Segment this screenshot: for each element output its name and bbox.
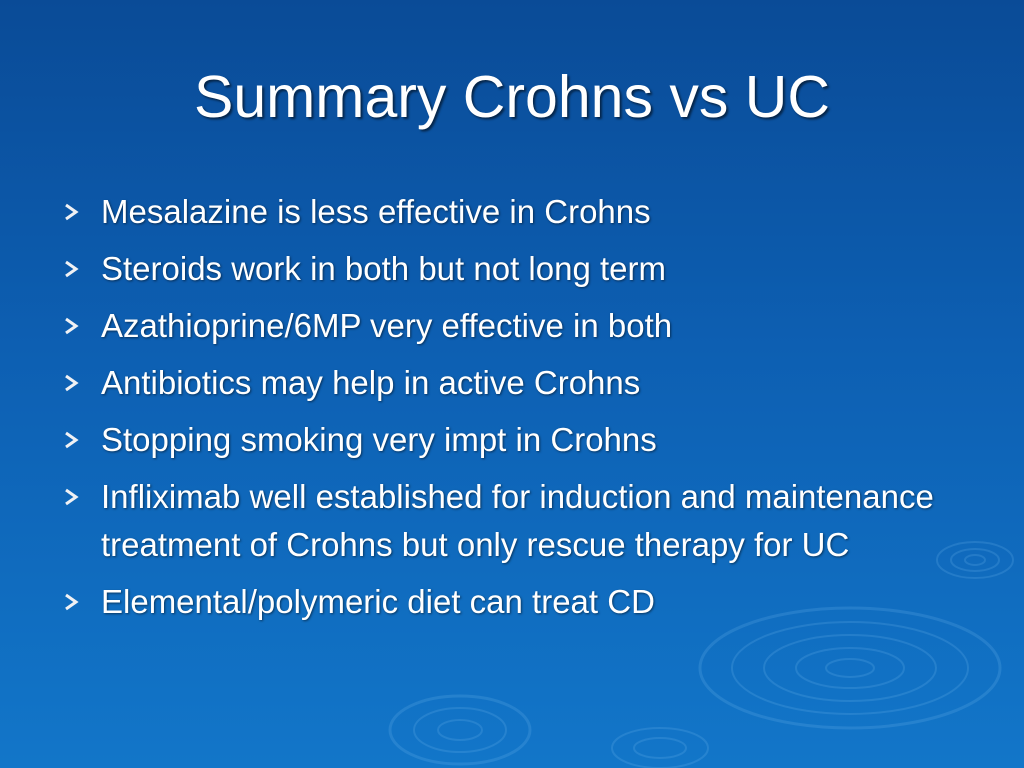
bullet-text: Elemental/polymeric diet can treat CD (101, 583, 655, 620)
bullet-text: Steroids work in both but not long term (101, 250, 666, 287)
list-item (62, 473, 942, 569)
list-item (62, 245, 942, 293)
slide-title: Summary Crohns vs UC (193, 64, 830, 130)
list-item (62, 359, 942, 407)
arrow-bullet-icon (62, 202, 82, 222)
arrow-bullet-icon (62, 430, 82, 450)
arrow-bullet-icon (62, 592, 82, 612)
arrow-bullet-icon (62, 316, 82, 336)
list-item (62, 578, 942, 626)
bullet-text: Azathioprine/6MP very effective in both (101, 307, 673, 344)
arrow-bullet-icon (62, 487, 82, 507)
list-item (62, 188, 942, 236)
bullet-list (62, 188, 942, 635)
list-item (62, 302, 942, 350)
arrow-bullet-icon (62, 259, 82, 279)
bullet-text: Infliximab well established for induction and maintenance treatment of Crohns but only rescue therapy for UC (101, 478, 934, 563)
list-item (62, 416, 942, 464)
arrow-bullet-icon (62, 373, 82, 393)
bullet-text: Antibiotics may help in active Crohns (101, 364, 641, 401)
bullet-text: Mesalazine is less effective in Crohns (101, 193, 651, 230)
bullet-text: Stopping smoking very impt in Crohns (101, 421, 657, 458)
